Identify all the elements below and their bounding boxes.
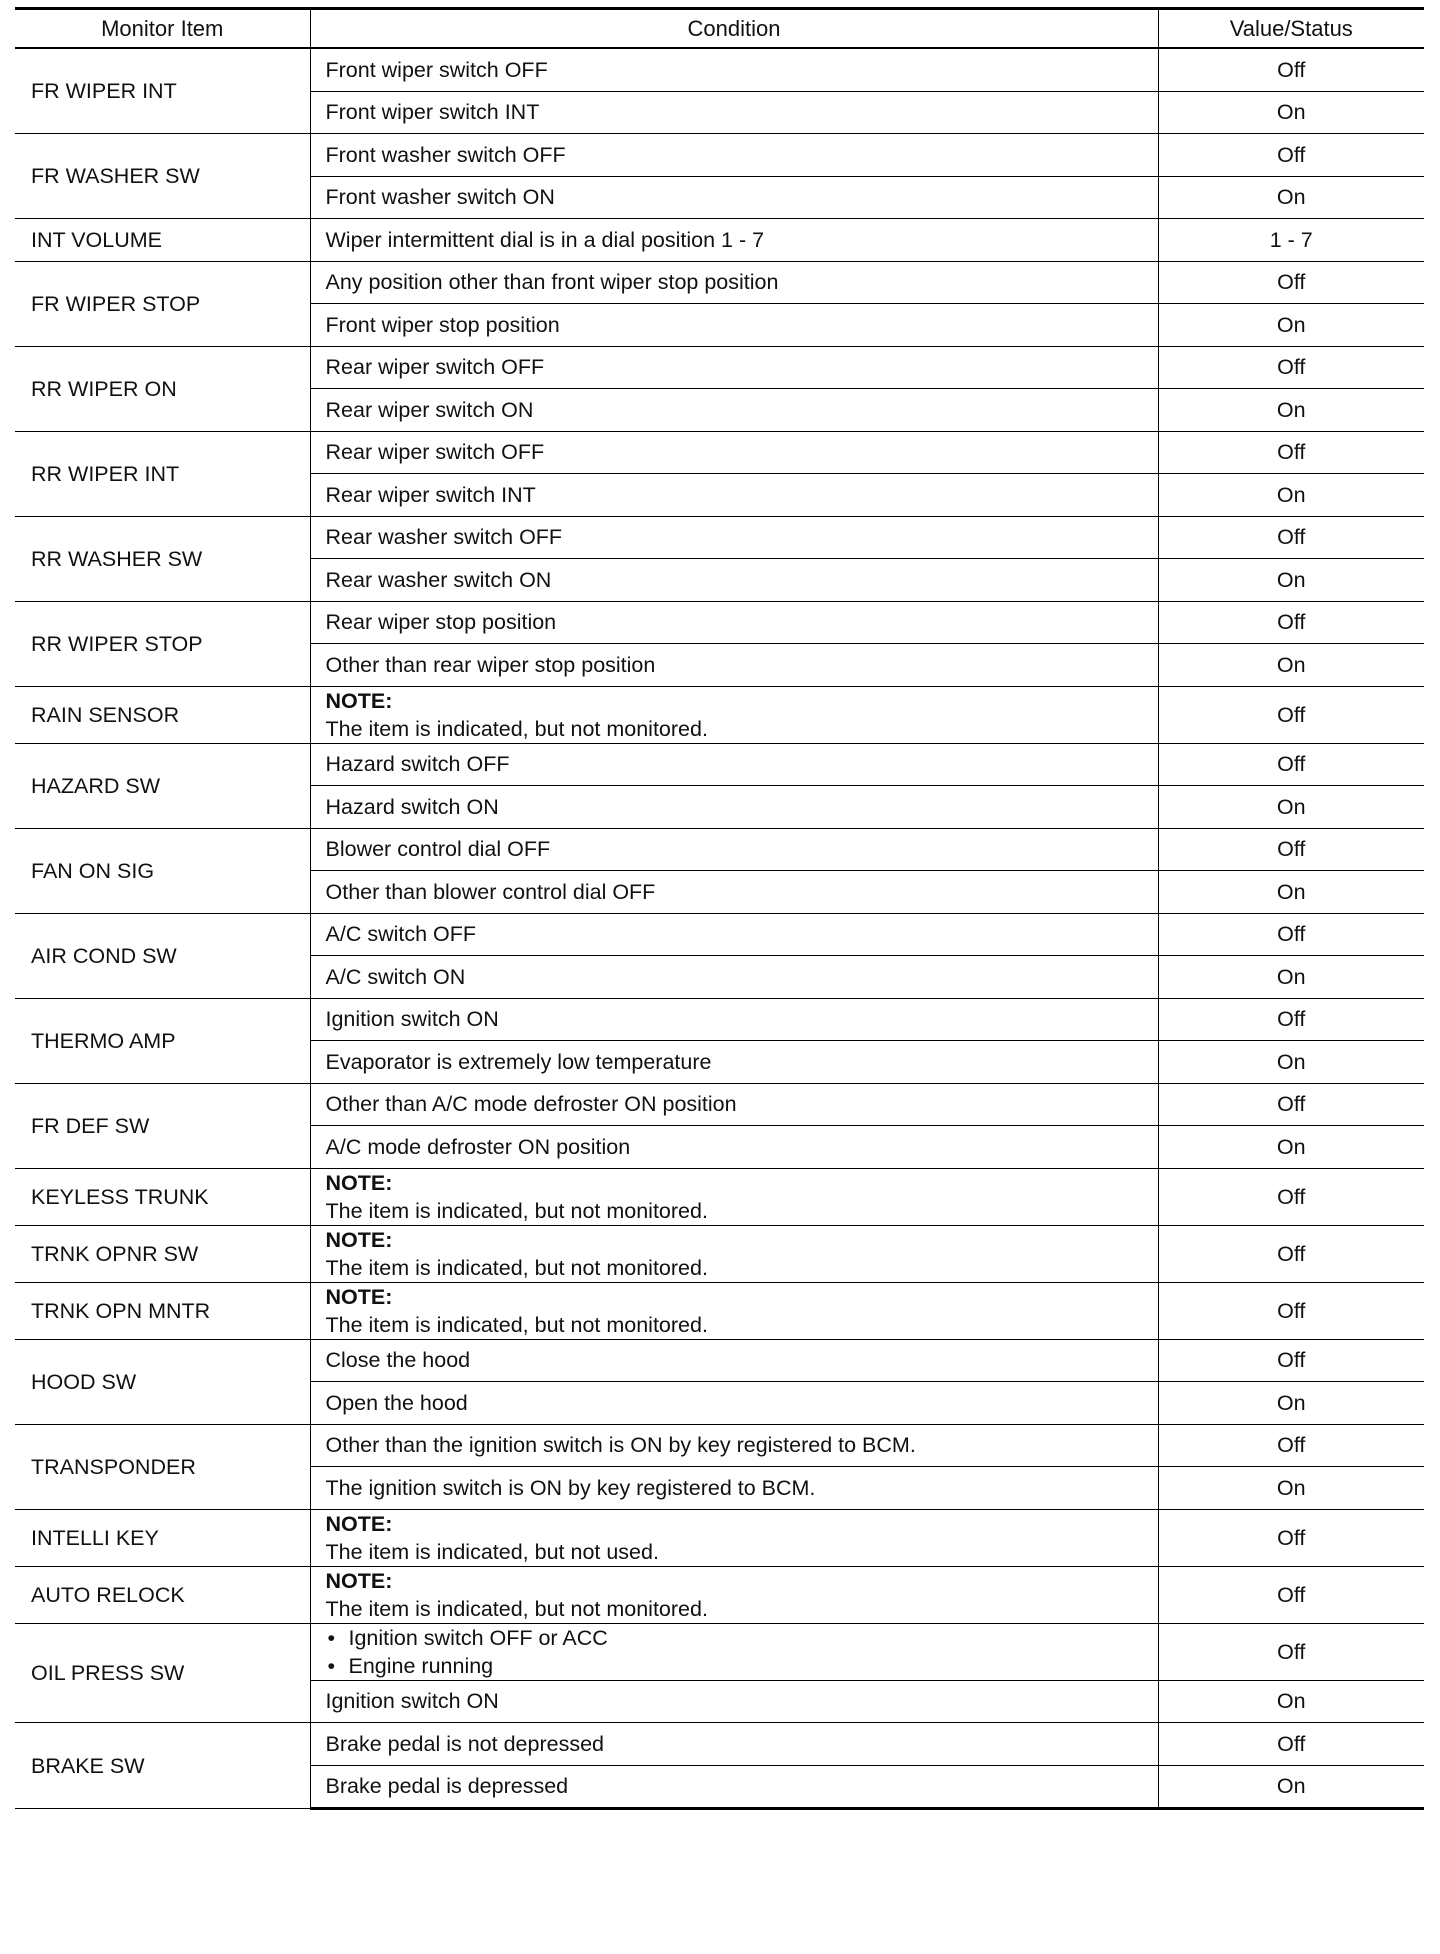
table-row <box>15 828 1424 871</box>
value-status-cell: On <box>1158 389 1424 432</box>
condition-cell: Any position other than front wiper stop position <box>310 261 1158 304</box>
note-label: NOTE: <box>325 1170 393 1195</box>
value-status-cell: Off <box>1158 913 1424 956</box>
condition-cell: Other than blower control dial OFF <box>310 871 1158 914</box>
table-row <box>15 686 1424 743</box>
condition-cell <box>310 1225 1158 1282</box>
monitor-item-cell: KEYLESS TRUNK <box>15 1168 310 1225</box>
condition-cell <box>310 1282 1158 1339</box>
value-status-cell: On <box>1158 474 1424 517</box>
condition-cell: Front wiper switch OFF <box>310 48 1158 91</box>
value-status-cell: Off <box>1158 48 1424 91</box>
condition-cell <box>310 1566 1158 1623</box>
note-text: The item is indicated, but not used. <box>325 1539 659 1564</box>
table-row <box>15 601 1424 644</box>
condition-cell <box>310 1509 1158 1566</box>
note-text: The item is indicated, but not monitored. <box>325 1312 708 1337</box>
condition-cell: Front washer switch OFF <box>310 134 1158 177</box>
value-status-cell: Off <box>1158 1509 1424 1566</box>
monitor-item-cell: BRAKE SW <box>15 1723 310 1809</box>
monitor-item-cell: RR WASHER SW <box>15 516 310 601</box>
note-label: NOTE: <box>325 1568 393 1593</box>
table-row <box>15 346 1424 389</box>
condition-cell: Rear wiper switch OFF <box>310 431 1158 474</box>
value-status-cell: Off <box>1158 1623 1424 1680</box>
condition-cell: Rear washer switch ON <box>310 559 1158 602</box>
monitor-item-cell: THERMO AMP <box>15 998 310 1083</box>
value-status-cell: Off <box>1158 1723 1424 1766</box>
value-status-cell: Off <box>1158 516 1424 559</box>
value-status-cell: On <box>1158 176 1424 219</box>
value-status-cell: On <box>1158 1680 1424 1723</box>
value-status-cell: 1 - 7 <box>1158 219 1424 262</box>
header-value-status: Value/Status <box>1158 9 1424 49</box>
condition-cell: Hazard switch OFF <box>310 743 1158 786</box>
value-status-cell: On <box>1158 871 1424 914</box>
monitor-item-cell: RR WIPER INT <box>15 431 310 516</box>
note-text: The item is indicated, but not monitored. <box>325 1596 708 1621</box>
value-status-cell: Off <box>1158 601 1424 644</box>
condition-cell: Blower control dial OFF <box>310 828 1158 871</box>
condition-cell: Open the hood <box>310 1382 1158 1425</box>
condition-cell: A/C switch OFF <box>310 913 1158 956</box>
value-status-cell: Off <box>1158 686 1424 743</box>
note-text: The item is indicated, but not monitored. <box>325 1255 708 1280</box>
value-status-cell: Off <box>1158 431 1424 474</box>
table-row <box>15 1168 1424 1225</box>
monitor-item-cell: HOOD SW <box>15 1339 310 1424</box>
condition-cell: A/C switch ON <box>310 956 1158 999</box>
table-row <box>15 516 1424 559</box>
monitor-item-cell: FR WIPER STOP <box>15 261 310 346</box>
condition-cell: Other than the ignition switch is ON by key registered to BCM. <box>310 1424 1158 1467</box>
value-status-cell: Off <box>1158 1225 1424 1282</box>
table-row <box>15 431 1424 474</box>
value-status-cell: On <box>1158 304 1424 347</box>
note-label: NOTE: <box>325 1511 393 1536</box>
note-text: The item is indicated, but not monitored. <box>325 1198 708 1223</box>
condition-cell: Close the hood <box>310 1339 1158 1382</box>
condition-cell: Rear wiper switch OFF <box>310 346 1158 389</box>
table-row <box>15 1083 1424 1126</box>
value-status-cell: On <box>1158 559 1424 602</box>
header-monitor-item: Monitor Item <box>15 9 310 49</box>
table-row <box>15 1282 1424 1339</box>
value-status-cell: On <box>1158 1126 1424 1169</box>
table-row <box>15 1723 1424 1766</box>
condition-cell: Hazard switch ON <box>310 786 1158 829</box>
table-row <box>15 219 1424 262</box>
monitor-item-cell: AUTO RELOCK <box>15 1566 310 1623</box>
value-status-cell: Off <box>1158 1566 1424 1623</box>
value-status-cell: Off <box>1158 1424 1424 1467</box>
value-status-cell: On <box>1158 91 1424 134</box>
value-status-cell: On <box>1158 1765 1424 1809</box>
condition-cell: A/C mode defroster ON position <box>310 1126 1158 1169</box>
table-row <box>15 1566 1424 1623</box>
value-status-cell: Off <box>1158 1168 1424 1225</box>
header-condition: Condition <box>310 9 1158 49</box>
table-header-row <box>15 9 1424 49</box>
note-text: The item is indicated, but not monitored. <box>325 716 708 741</box>
value-status-cell: Off <box>1158 134 1424 177</box>
monitor-item-cell: TRNK OPN MNTR <box>15 1282 310 1339</box>
condition-bullet-item: • Ignition switch OFF or ACC <box>326 1624 1158 1652</box>
table-row <box>15 1623 1424 1680</box>
condition-cell: Rear wiper switch INT <box>310 474 1158 517</box>
monitor-item-table <box>15 7 1424 1810</box>
monitor-item-cell: FR DEF SW <box>15 1083 310 1168</box>
table-row <box>15 134 1424 177</box>
value-status-cell: On <box>1158 956 1424 999</box>
condition-cell: Front washer switch ON <box>310 176 1158 219</box>
monitor-item-cell: TRNK OPNR SW <box>15 1225 310 1282</box>
value-status-cell: Off <box>1158 346 1424 389</box>
monitor-item-cell: TRANSPONDER <box>15 1424 310 1509</box>
monitor-item-cell: RAIN SENSOR <box>15 686 310 743</box>
value-status-cell: Off <box>1158 261 1424 304</box>
monitor-item-cell: INT VOLUME <box>15 219 310 262</box>
monitor-item-cell: OIL PRESS SW <box>15 1623 310 1723</box>
condition-cell: Rear washer switch OFF <box>310 516 1158 559</box>
monitor-item-cell: RR WIPER ON <box>15 346 310 431</box>
table-body <box>15 48 1424 1809</box>
value-status-cell: On <box>1158 1467 1424 1510</box>
condition-cell: Ignition switch ON <box>310 998 1158 1041</box>
condition-cell: Rear wiper stop position <box>310 601 1158 644</box>
table-row <box>15 743 1424 786</box>
condition-cell: Other than rear wiper stop position <box>310 644 1158 687</box>
condition-cell: Evaporator is extremely low temperature <box>310 1041 1158 1084</box>
value-status-cell: Off <box>1158 1339 1424 1382</box>
value-status-cell: On <box>1158 1382 1424 1425</box>
value-status-cell: Off <box>1158 828 1424 871</box>
monitor-item-cell: RR WIPER STOP <box>15 601 310 686</box>
value-status-cell: On <box>1158 1041 1424 1084</box>
note-label: NOTE: <box>325 1284 393 1309</box>
value-status-cell: On <box>1158 786 1424 829</box>
condition-cell: Ignition switch ON <box>310 1680 1158 1723</box>
condition-cell <box>310 1168 1158 1225</box>
table-row <box>15 261 1424 304</box>
value-status-cell: Off <box>1158 998 1424 1041</box>
condition-cell: Front wiper switch INT <box>310 91 1158 134</box>
condition-cell: Brake pedal is not depressed <box>310 1723 1158 1766</box>
note-label: NOTE: <box>325 1227 393 1252</box>
table-row <box>15 48 1424 91</box>
monitor-item-cell: INTELLI KEY <box>15 1509 310 1566</box>
table-row <box>15 913 1424 956</box>
monitor-item-cell: FR WASHER SW <box>15 134 310 219</box>
condition-cell: Brake pedal is depressed <box>310 1765 1158 1809</box>
monitor-item-cell: HAZARD SW <box>15 743 310 828</box>
table-row <box>15 998 1424 1041</box>
table-row <box>15 1424 1424 1467</box>
value-status-cell: On <box>1158 644 1424 687</box>
condition-bullet-item: • Engine running <box>326 1652 1158 1680</box>
condition-cell: Other than A/C mode defroster ON position <box>310 1083 1158 1126</box>
note-label: NOTE: <box>325 688 393 713</box>
condition-cell <box>310 1623 1158 1680</box>
monitor-item-cell: AIR COND SW <box>15 913 310 998</box>
monitor-item-cell: FAN ON SIG <box>15 828 310 913</box>
table-row <box>15 1225 1424 1282</box>
table-row <box>15 1509 1424 1566</box>
condition-cell <box>310 686 1158 743</box>
value-status-cell: Off <box>1158 743 1424 786</box>
monitor-item-cell: FR WIPER INT <box>15 48 310 134</box>
value-status-cell: Off <box>1158 1282 1424 1339</box>
condition-cell: Wiper intermittent dial is in a dial position 1 - 7 <box>310 219 1158 262</box>
condition-cell: Rear wiper switch ON <box>310 389 1158 432</box>
table-row <box>15 1339 1424 1382</box>
value-status-cell: Off <box>1158 1083 1424 1126</box>
condition-cell: The ignition switch is ON by key registered to BCM. <box>310 1467 1158 1510</box>
condition-bullet-list <box>326 1624 1158 1680</box>
condition-cell: Front wiper stop position <box>310 304 1158 347</box>
